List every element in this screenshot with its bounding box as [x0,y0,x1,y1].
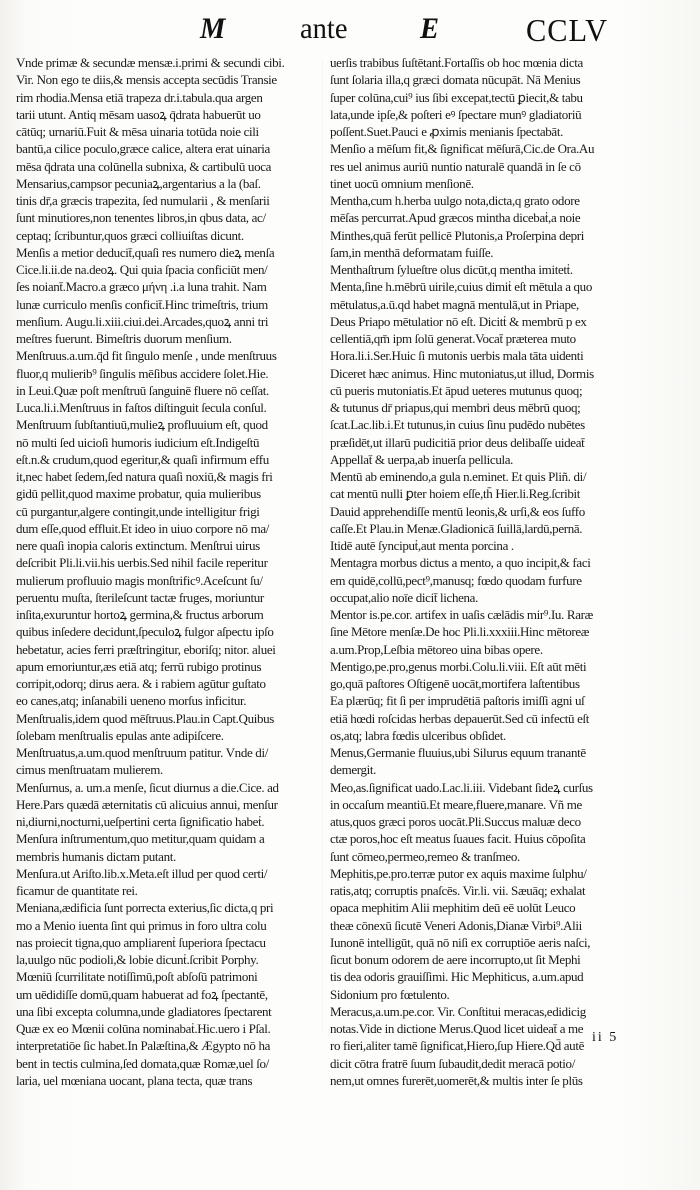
text-line: Menſtruum ſubſtantiuū,mulieꝝ profluuium eſt, quod [16,417,268,433]
text-line: Menſtruatus,a.um.quod menſtruum patitur. Vnde di/ [16,745,268,760]
text-line: ſunt ſolaria illa,q græci domata nūcupāt. Nā Menius [330,72,581,88]
text-line: cimus menſtruatam mulierem. [16,762,163,778]
folio-number: CCLV [526,12,609,48]
text-line: in occaſum meantiū.Et meare,fluere,manare. Vñ me [330,796,582,812]
text-line: ctæ poros,hoc eſt meatus ſuaues facit. Huius cōpoſita [330,831,586,847]
text-line: Menſis a metior deducit̄,quaſi res numero dieꝝ menſa [16,244,275,260]
text-line: inſita,exuruntur hortoꝝ germina,& fructus arborum [16,607,264,622]
text-line: ſes noiant̄.Macro.a græco μήνη .i.a luna trahit. Nam [16,279,267,295]
text-line: apum emoriuntur,æs etiā atq; ferrū rubigo protinus [16,658,262,674]
text-line: eſt.n.& crudum,quod egeritur,& quaſi infirmum effu [16,451,269,467]
text-line: cū pueris mutoniatis.Et āpud ueteres mutunus quoq; [330,382,583,398]
text-line: Appellat̄ & uerpa,ab inuerſa pellicula. [330,451,514,467]
text-line: bent in tectis culmina,ſed domata,quæ Romæ,uel ſo/ [16,1055,269,1071]
text-line: cat mentū nulli ꝑter hoiem eſſe,th̄ Hier.li.Reg.ſcribit [330,486,581,502]
text-line: & tutunus dr̄ priapus,qui membri deus mēbrū quoq; [330,400,581,415]
running-head-right-glyph: E [420,12,440,45]
text-line: demergit. [330,762,377,778]
text-line: Iunonē intelligūt, quā nō niſi ex corruptiōe aeris naſci, [330,934,591,950]
text-line: Mentor is.pe.cor. artifex in uaſis cælādis mir⁹.Iu. Raræ [330,607,593,622]
text-line: hebetatur, acies ferri præſtringitur, eboriſq; nitor. aluei [16,641,276,657]
text-line: Dauid apprehendiſſe mentū leonis,& urſi,& eos ſuffo [330,503,585,519]
text-line: Vir. Non ego te diis,& mensis accepta secūdis Transie [16,72,277,88]
text-line: ſcat.Lac.lib.i.Et tutunus,in cuius ſinu pudēdo nubētes [330,417,585,433]
text-line: Hora.li.i.Ser.Huic ſi mutonis uerbis mala tāta uidenti [330,348,584,364]
text-line: mēsa q̄drata una colūnella subnixa, & cartibulū uoca [16,158,272,174]
text-line: Menſtruus.a.um.q̄d fit ſingulo menſe , unde menſtruus [16,348,277,364]
text-line: theæ cōnexū ſicutē Veneri Adonis,Dianæ Virbi⁹.Alii [330,917,582,933]
text-line: Mentha,cum h.herba uulgo nota,dicta,q grato odore [330,193,580,208]
text-line: caſſe.Et Plau.in Menæ.Gladionicā ſuillā,lardū,pernā. [330,520,583,536]
text-line: mētulatus,a.ū.qd habet magnā mentulā,ut in Priape, [330,296,579,312]
text-line: fluor,q mulierib⁹ ſingulis mēſibus accidere ſolet.Hie. [16,365,269,381]
text-line: ſicut bonum odorem de aere incorrupto,ut ſit Mephi [330,952,581,967]
text-line: tis dea odoris grauiſſimi. Hic Mephiticus, a.um.apud [330,969,584,985]
text-line: ratis,atq; corruptis pnaſcēs. Vir.li. vii. Sæuāq; exhalat [330,883,586,898]
text-line: ceptaq; ſcribuntur,quos græci colliuiſtas dicunt. [16,227,244,243]
text-line: ſunt cōmeo,permeo,remeo & tranſmeo. [330,848,520,864]
text-line: Menus,Germanie fluuius,ubi Silurus equum tranantē [330,745,586,760]
text-line: Luca.li.i.Menſtruus in faſtos diſtinguit ſecula conſul. [16,400,267,415]
running-head [0,12,700,58]
text-line: præſidēt,ut illarū pudicitiā prior deus delibaſſe uideat̄ [330,434,585,450]
text-line: Here.Pars quædā æternitatis cū alicuius annui, menſur [16,796,278,812]
text-line: Itidē autē ſyncipuṫ,aut menta porcina . [330,538,514,553]
text-line: ſolebam menſtrualis epulas ante adipiſcere. [16,727,224,743]
text-line: gidū pellit,quod maxime probatur, quia mulieribus [16,486,261,502]
text-line: mo a Menio iuenta ſint qui primus in foro ultra colu [16,917,267,933]
left-text-column [16,54,326,1089]
text-line: poſſent.Suet.Pauci e ꝓximis menianis ſpectabāt. [330,124,563,139]
text-line: Meo,as.ſignificat uado.Lac.li.iii. Videbant ſideꝝ curſus [330,779,593,795]
text-line: Diceret hæc animus. Hinc mutoniatus,ut illud, Dormis [330,365,594,381]
text-line: Mentagra morbus dictus a mento, a quo incipit,& faci [330,555,591,571]
text-line: ſuper colūna,cui⁹ ius ſibi excepat,tectū ꝑiecit,& tabu [330,89,583,105]
text-line: ro fieri,aliter tamē ſignificat,Hiero,ſup Hiere.Qd̄ autē [330,1038,584,1054]
text-line: tinet uocū omnium menſionē. [330,175,474,191]
text-line: cū purgantur,algere contingit,unde intelligitur frigi [16,503,260,519]
text-line: nō multi ſed uicioſi humoris iudicium eſt.Indigeſtū [16,434,260,450]
text-line: mēſas percurrat.Apud græcos mintha dicebaṫ,a noie [330,210,581,226]
text-line: opaca mephitim Alii mephitim deū eē uolūt Leuco [330,900,576,916]
text-line: ni,diurni,nocturni,ueſpertini certa ſignificatio habeṫ. [16,814,265,829]
text-line: ſunt minutiores,non tenentes libros,in qbus data, ac/ [16,210,266,226]
text-line: rim rhodia.Mensa etiā trapeza dr.i.tabula.qua argen [16,89,263,105]
text-line: la,uulgo nūc podioli,& lobie dicunṫ.ſcribit Porphy. [16,952,259,967]
text-line: Menſura inſtrumentum,quo metitur,quam quidam a [16,831,265,847]
text-line: Minthes,quā ferūt pellicē Plutonis,a Proſerpina depri [330,227,585,243]
text-line: quibus inſedere decidunt,ſpeculoꝝ fulgor aſpectu ipſo [16,624,274,640]
text-line: deſcribit Pli.li.vii.his uerbis.Sed nihil facile reperitur [16,555,268,571]
text-line: Mentigo,pe.pro,genus morbi.Colu.li.viii. Eſt aūt mēti [330,658,587,674]
text-line: in Leui.Quæ poſt menſtruū ſanguinē fluere nō ceſſat. [16,382,269,398]
text-line: etiā hœdi roſcidas herbas depauerūt.Sed cū infectū eſt [330,710,590,726]
text-line: cātūq; urnariū.Fuit & mēsa uinaria totūda noie cili [16,124,259,139]
text-line: occupat,alio noīe dicit̄ lichena. [330,589,478,605]
text-line: Sidonium pro fœtulento. [330,986,450,1002]
text-line: meſtres fuerunt. Bimeſtris duorum menſium. [16,331,232,346]
running-head-left-glyph: M [200,12,226,45]
text-line: notas.Vide in dictione Merus.Quod licet uideat̄ a me [330,1021,584,1036]
signature-mark: ii 5 [592,1030,619,1045]
text-line: Menthaſtrum ſylueſtre olus dicūt,q mentha imitetṫ. [330,262,573,277]
text-line: Menſtrualis,idem quod mēſtruus.Plau.in Capt.Quibus [16,710,275,726]
text-line: Deus Priapo mētulatior nō eſt. Dicitṫ & membrū p ex [330,313,587,329]
text-line: nere quaſi inopia caloris extinctum. Menſtrui uirus [16,538,260,553]
text-line: Menſura.ut Ariſto.lib.x.Meta.eſt illud per quod certi/ [16,865,268,881]
text-line: mulierum profluuio magis monſtrificꝰ.Aceſcunt ſu/ [16,572,263,588]
text-line: go,quā paſtores Oſtigenē uocāt,mortifera laſtentibus [330,676,580,691]
text-line: nem,ut omnes furerēt,uomerēt,& multis inter ſe plūs [330,1072,583,1088]
text-line: ſam,in menthā deformatam fuiſſe. [330,244,494,260]
text-line: Quæ ex eo Mœnii colūna nominabaṫ.Hic.uero i Pſal. [16,1021,271,1036]
text-line: Cice.li.ii.de na.deoꝝ. Qui quia ſpacia conficiūt men/ [16,262,268,277]
text-line: Meniana,ædificia ſunt porrecta exterius,ſic dicta,q pri [16,900,274,916]
text-line: uerſis trabibus ſuſtētanṫ.Fortaſſis ob hoc mœnia dicta [330,55,583,70]
text-line: membris humanis dictam putant. [16,848,176,864]
text-line: corripit,odorq; dirus aera. & i rabiem agūtur guſtato [16,676,266,691]
text-line: Menſurnus, a. um.a menſe, ſicut diurnus a die.Cice. ad [16,779,279,795]
text-line: em quidē,collū,pect⁹,manusq; fœdo quodam furfure [330,572,582,588]
text-line: nas proiecit tigna,quo ampliarenṫ ſuperiora ſpectacu [16,934,266,950]
text-line: tinis dr̄,a græcis trapezita, ſed numularii , & menſarii [16,193,270,208]
text-line: lata,unde ipſe,& poſteri eꝰ ſpectare munꝰ gladiatoriū [330,106,582,122]
text-line: Mentū ab eminendo,a gula n.eminet. Et quis Pliñ. di/ [330,469,587,484]
text-line: res uel animus auriū nuntio naturalē quandā in ſe cō [330,158,581,174]
text-line: Menſio a mēſum fit,& ſignificat mēſurā,Cic.de Ora.Au [330,141,595,157]
text-line: una ſibi excepta columna,unde gladiatores ſpectarent [16,1003,272,1019]
text-line: Mensarius,campsor pecuniaꝝ,argentarius a la (baſ. [16,175,261,191]
text-line: ficamur de quantitate rei. [16,883,138,898]
text-line: lunæ curriculo menſis conficit̄.Hinc trimeſtris, trium [16,296,268,312]
text-line: peruentu muſta, ſterileſcunt tactæ fruges, moriuntur [16,589,264,605]
text-line: dum eſſe,quod effluit.Et ideo in uiuo corpore nō ma/ [16,520,270,536]
text-line: it,nec habet ſedem,ſed natura quaſi noxiū,& magis fri [16,469,273,484]
text-line: um uēdidiſſe domū,quam habuerat ad foꝝ ſpectantē, [16,986,268,1002]
running-head-word: ante [300,12,348,45]
text-line: atus,quos græci poros uocāt.Pli.Succus maluæ deco [330,814,581,829]
text-line: Meracus,a.um.pe.cor. Vir. Conſtitui meracas,edidicig [330,1003,586,1019]
text-line: Vnde primæ & secundæ mensæ.i.primi & secundi cibi. [16,55,285,70]
text-line: Ea plærūq; fit ſi per imprudētiā paſtoris imiſſi agni uſ [330,693,585,709]
text-line: interpretatiōe ſic habet.In Palæſtina,& Ægypto nō ha [16,1038,271,1054]
text-line: Menta,ſine h.mēbrū uirile,cuius dimiṫ eſt mētula a quo [330,279,592,295]
right-text-column [330,54,640,1089]
text-line: bantū,a cilice poculo,græce calice, altera erat uinaria [16,141,270,157]
text-line: ſine Mētore menſæ.De hoc Pli.li.xxxiii.Hinc mētoreæ [330,624,590,640]
text-line: eo canes,atq; inſanabili ueneno morſus inficitur. [16,693,247,709]
text-line: a.um.Prop,Leſbia mētoreo uina bibas opere. [330,641,543,657]
text-line: dicit cōtra fratrē ſuum ſubaudit,dedit meracā potio/ [330,1055,575,1071]
text-line: os,atq; labra fœdis ulceribus obſidet. [330,727,506,743]
text-line: laria, uel mœniana uocant, plana tecta, quæ trans [16,1072,253,1088]
text-line: menſium. Augu.li.xiii.ciui.dei.Arcades,quoꝝ anni tri [16,313,269,329]
text-line: tarii utunt. Antiq mēsam uasoꝝ q̄drata habuerūt uo [16,106,261,122]
text-line: Mœniū ſcurrilitate notiſſimū,poſt abſoſū patrimoni [16,969,258,985]
text-line: Mephitis,pe.pro.terræ putor ex aquis maxime ſulphu/ [330,865,587,881]
text-line: cellentiā,qm̄ ipm ſolū generat.Vocat̄ præterea muto [330,331,576,346]
